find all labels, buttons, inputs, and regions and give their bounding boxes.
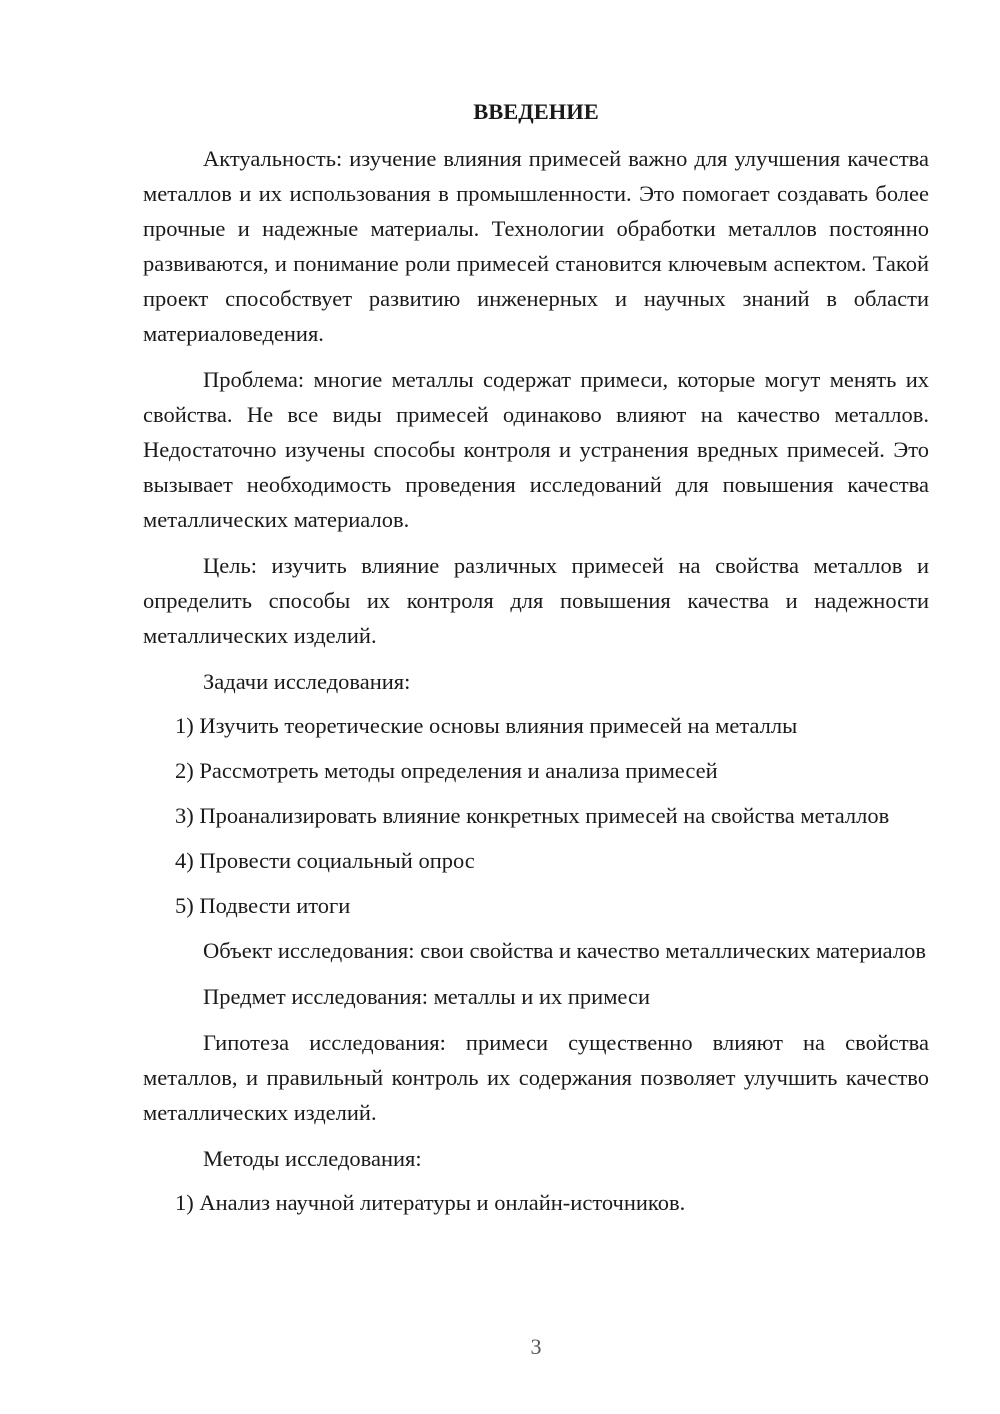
subject-paragraph: Предмет исследования: металлы и их примеси (203, 984, 651, 1009)
relevance-paragraph: Актуальность: изучение влияния примесей важно для улучшения качества металлов и их использования в промышленности. Это помогает создавать более прочные и надежные материалы. Технологии обработки металлов постоянно развиваются, и понимание роли примесей становится ключевым аспектом. Такой проект способствует развитию инженерных и научных знаний в области материаловедения. (143, 146, 929, 346)
object-paragraph: Объект исследования: свои свойства и качество металлических материалов (203, 938, 926, 963)
document-page (143, 94, 929, 1230)
problem-paragraph: Проблема: многие металлы содержат примеси, которые могут менять их свойства. Не все виды примесей одинаково влияют на качество металлов. Недостаточно изучены способы контроля и устранения вредных примесей. Это вызывает необходимость проведения исследований для повышения качества металлических материалов. (143, 367, 929, 532)
section-title: ВВЕДЕНИЕ (473, 99, 599, 124)
task-item: 3) Проанализировать влияние конкретных примесей на свойства металлов (175, 803, 890, 828)
task-item: 4) Провести социальный опрос (175, 848, 475, 873)
methods-heading: Методы исследования: (203, 1146, 422, 1171)
task-item: 2) Рассмотреть методы определения и анализа примесей (175, 758, 718, 783)
hypothesis-paragraph: Гипотеза исследования: примеси существенно влияют на свойства металлов, и правильный контроль их содержания позволяет улучшить качество металлических изделий. (143, 1030, 929, 1125)
page-number: 3 (530, 1334, 542, 1359)
goal-paragraph: Цель: изучить влияние различных примесей на свойства металлов и определить способы их контроля для повышения качества и надежности металлических изделий. (143, 553, 929, 648)
task-item: 5) Подвести итоги (175, 893, 351, 918)
task-item: 1) Изучить теоретические основы влияния примесей на металлы (175, 713, 798, 738)
tasks-heading: Задачи исследования: (203, 669, 411, 694)
method-item: 1) Анализ научной литературы и онлайн-источников. (175, 1190, 686, 1215)
